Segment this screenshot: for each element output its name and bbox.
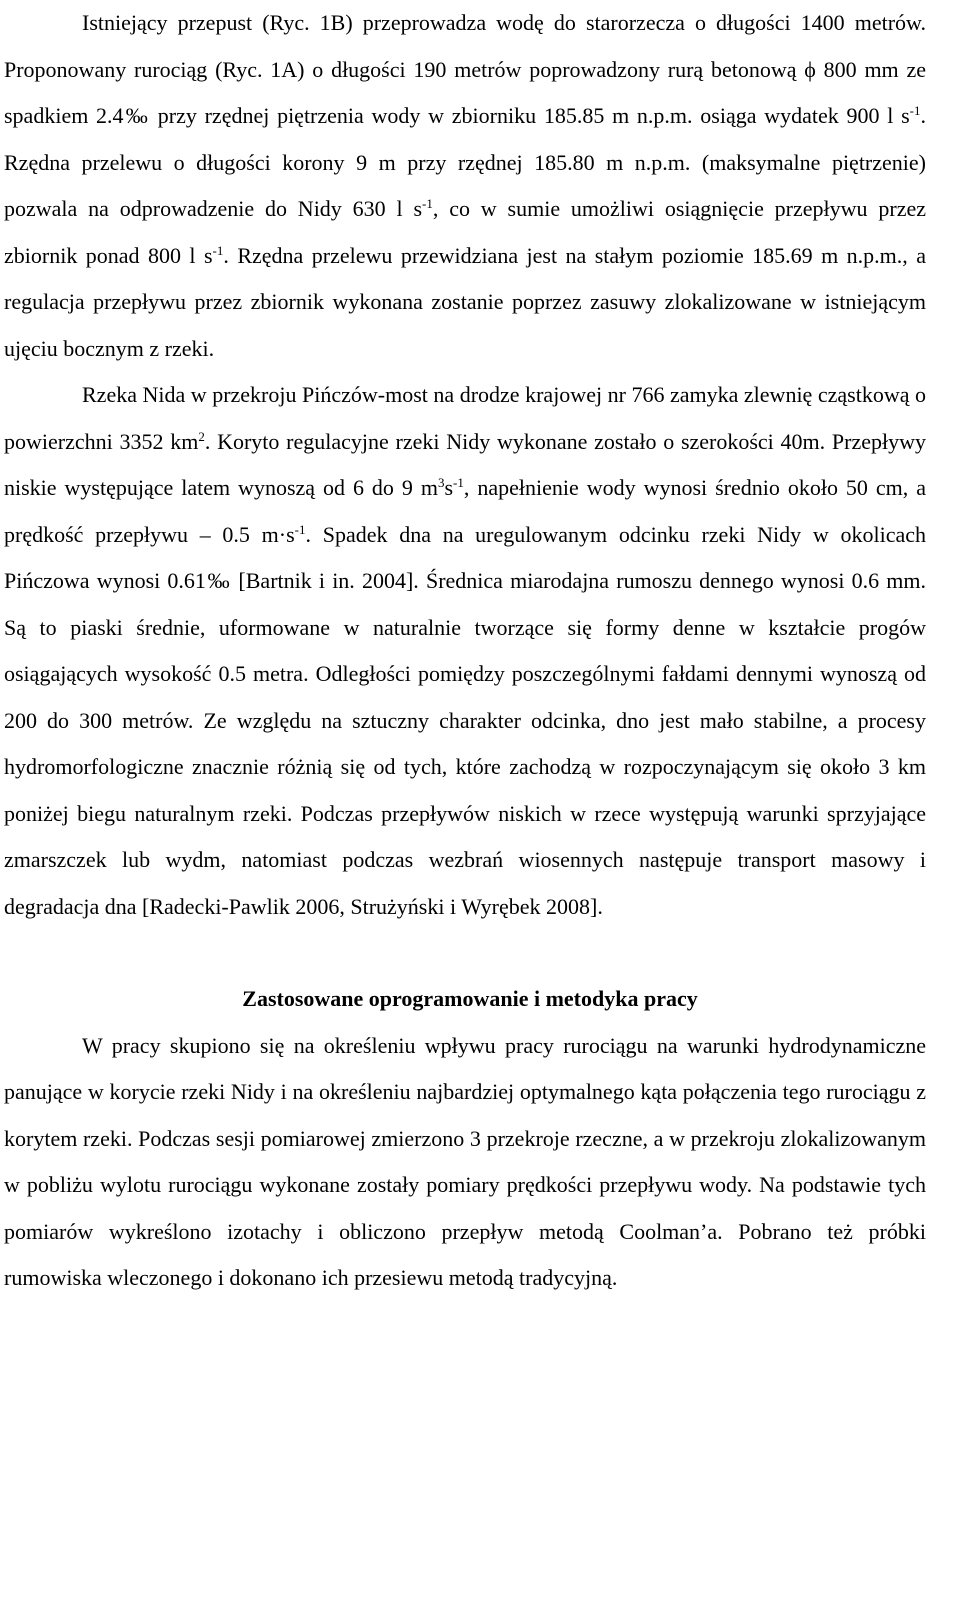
paragraph-text: . Koryto regulacyjne rzeki Nidy wykonane zostało o szerokości 40m. Przepływy niskie występujące latem wynoszą od 6 do 9 m	[4, 428, 926, 500]
superscript: 3	[437, 475, 445, 490]
paragraph-text: s	[444, 475, 454, 500]
section-heading: Zastosowane oprogramowanie i metodyka pracy	[242, 986, 698, 1011]
paragraph-methodology: W pracy skupiono się na określeniu wpływu pracy rurociągu na warunki hydrodynamiczne panujące w korycie rzeki Nidy i na określeniu najbardziej optymalnego kąta połączenia tego rurociągu z korytem rzeki. Podczas sesji pomiarowej zmierzono 3 przekroje rzeczne, a w przekroju zlokalizowanym w pobliżu wylotu rurociągu wykonane zostały pomiary prędkości przepływu wody. Na podstawie tych pomiarów wykreślono izotachy i obliczono przepływ metodą Coolman’a. Pobrano też próbki rumowiska wleczonego i dokonano ich przesiewu metodą tradycyjną.	[4, 1032, 926, 1290]
superscript: -1	[909, 103, 921, 118]
superscript: 2	[198, 428, 205, 444]
paragraph-culvert-pipeline	[4, 0, 926, 372]
paragraph-text: Istniejący przepust (Ryc. 1B) przeprowadza wodę do starorzecza o długości 1400 metrów. Proponowany rurociąg (Ryc. 1A) o długości 190 metrów poprowadzony rurą betonową ϕ 800 mm ze spadkiem 2.4‰ przy rzędnej piętrzenia wody w zbiorniku 185.85 m n.p.m. osiąga wydatek 900 l s	[4, 10, 926, 128]
superscript: -1	[294, 521, 306, 537]
document-page	[4, 0, 926, 1302]
paragraph-nida-river	[4, 372, 926, 930]
superscript: -1	[453, 475, 464, 490]
paragraph-text: , co w sumie umożliwi osiągnięcie przepływu przez zbiornik ponad 800 l s	[4, 196, 926, 268]
paragraph-text: . Spadek dna na uregulowanym odcinku rzeki Nidy w okolicach Pińczowa wynosi 0.61‰ [Bartnik i in. 2004]. Średnica miarodajna rumoszu dennego wynosi 0.6 mm. Są to piaski średnie, uformowane w naturalnie tworzące się formy denne w kształcie progów osiągających wysokość 0.5 metra. Odległości pomiędzy poszczególnymi fałdami dennymi wynoszą od 200 do 300 metrów. Ze względu na sztuczny charakter odcinka, dno jest mało stabilne, a procesy hydromorfologiczne znacznie różnią się od tych, które zachodzą w rozpoczynającym się około 3 km poniżej biegu naturalnym rzeki. Podczas przepływów niskich w rzece występują warunki sprzyjające zmarszczek lub wydm, natomiast podczas wezbrań wiosennych następuje transport masowy i degradacja dna [Radecki-Pawlik 2006, Strużyński i Wyrębek 2008].	[4, 521, 926, 919]
paragraph-text: , napełnienie wody wynosi średnio około 50 cm, a prędkość przepływu – 0.5 m·s	[4, 475, 926, 547]
paragraph-text: . Rzędna przelewu przewidziana jest na stałym poziomie 185.69 m n.p.m., a regulacja przepływu przez zbiornik wykonana zostanie poprzez zasuwy zlokalizowane w istniejącym ujęciu bocznym z rzeki.	[4, 242, 926, 361]
superscript: -1	[212, 242, 224, 258]
superscript: -1	[422, 196, 433, 211]
paragraph-text: . Rzędna przelewu o długości korony 9 m przy rzędnej 185.80 m n.p.m. (maksymalne piętrzenie) pozwala na odprowadzenie do Nidy 630 l s	[4, 103, 926, 221]
paragraph-text: Rzeka Nida w przekroju Pińczów-most na drodze krajowej nr 766 zamyka zlewnię cząstkową o powierzchni 3352 km	[4, 382, 926, 454]
